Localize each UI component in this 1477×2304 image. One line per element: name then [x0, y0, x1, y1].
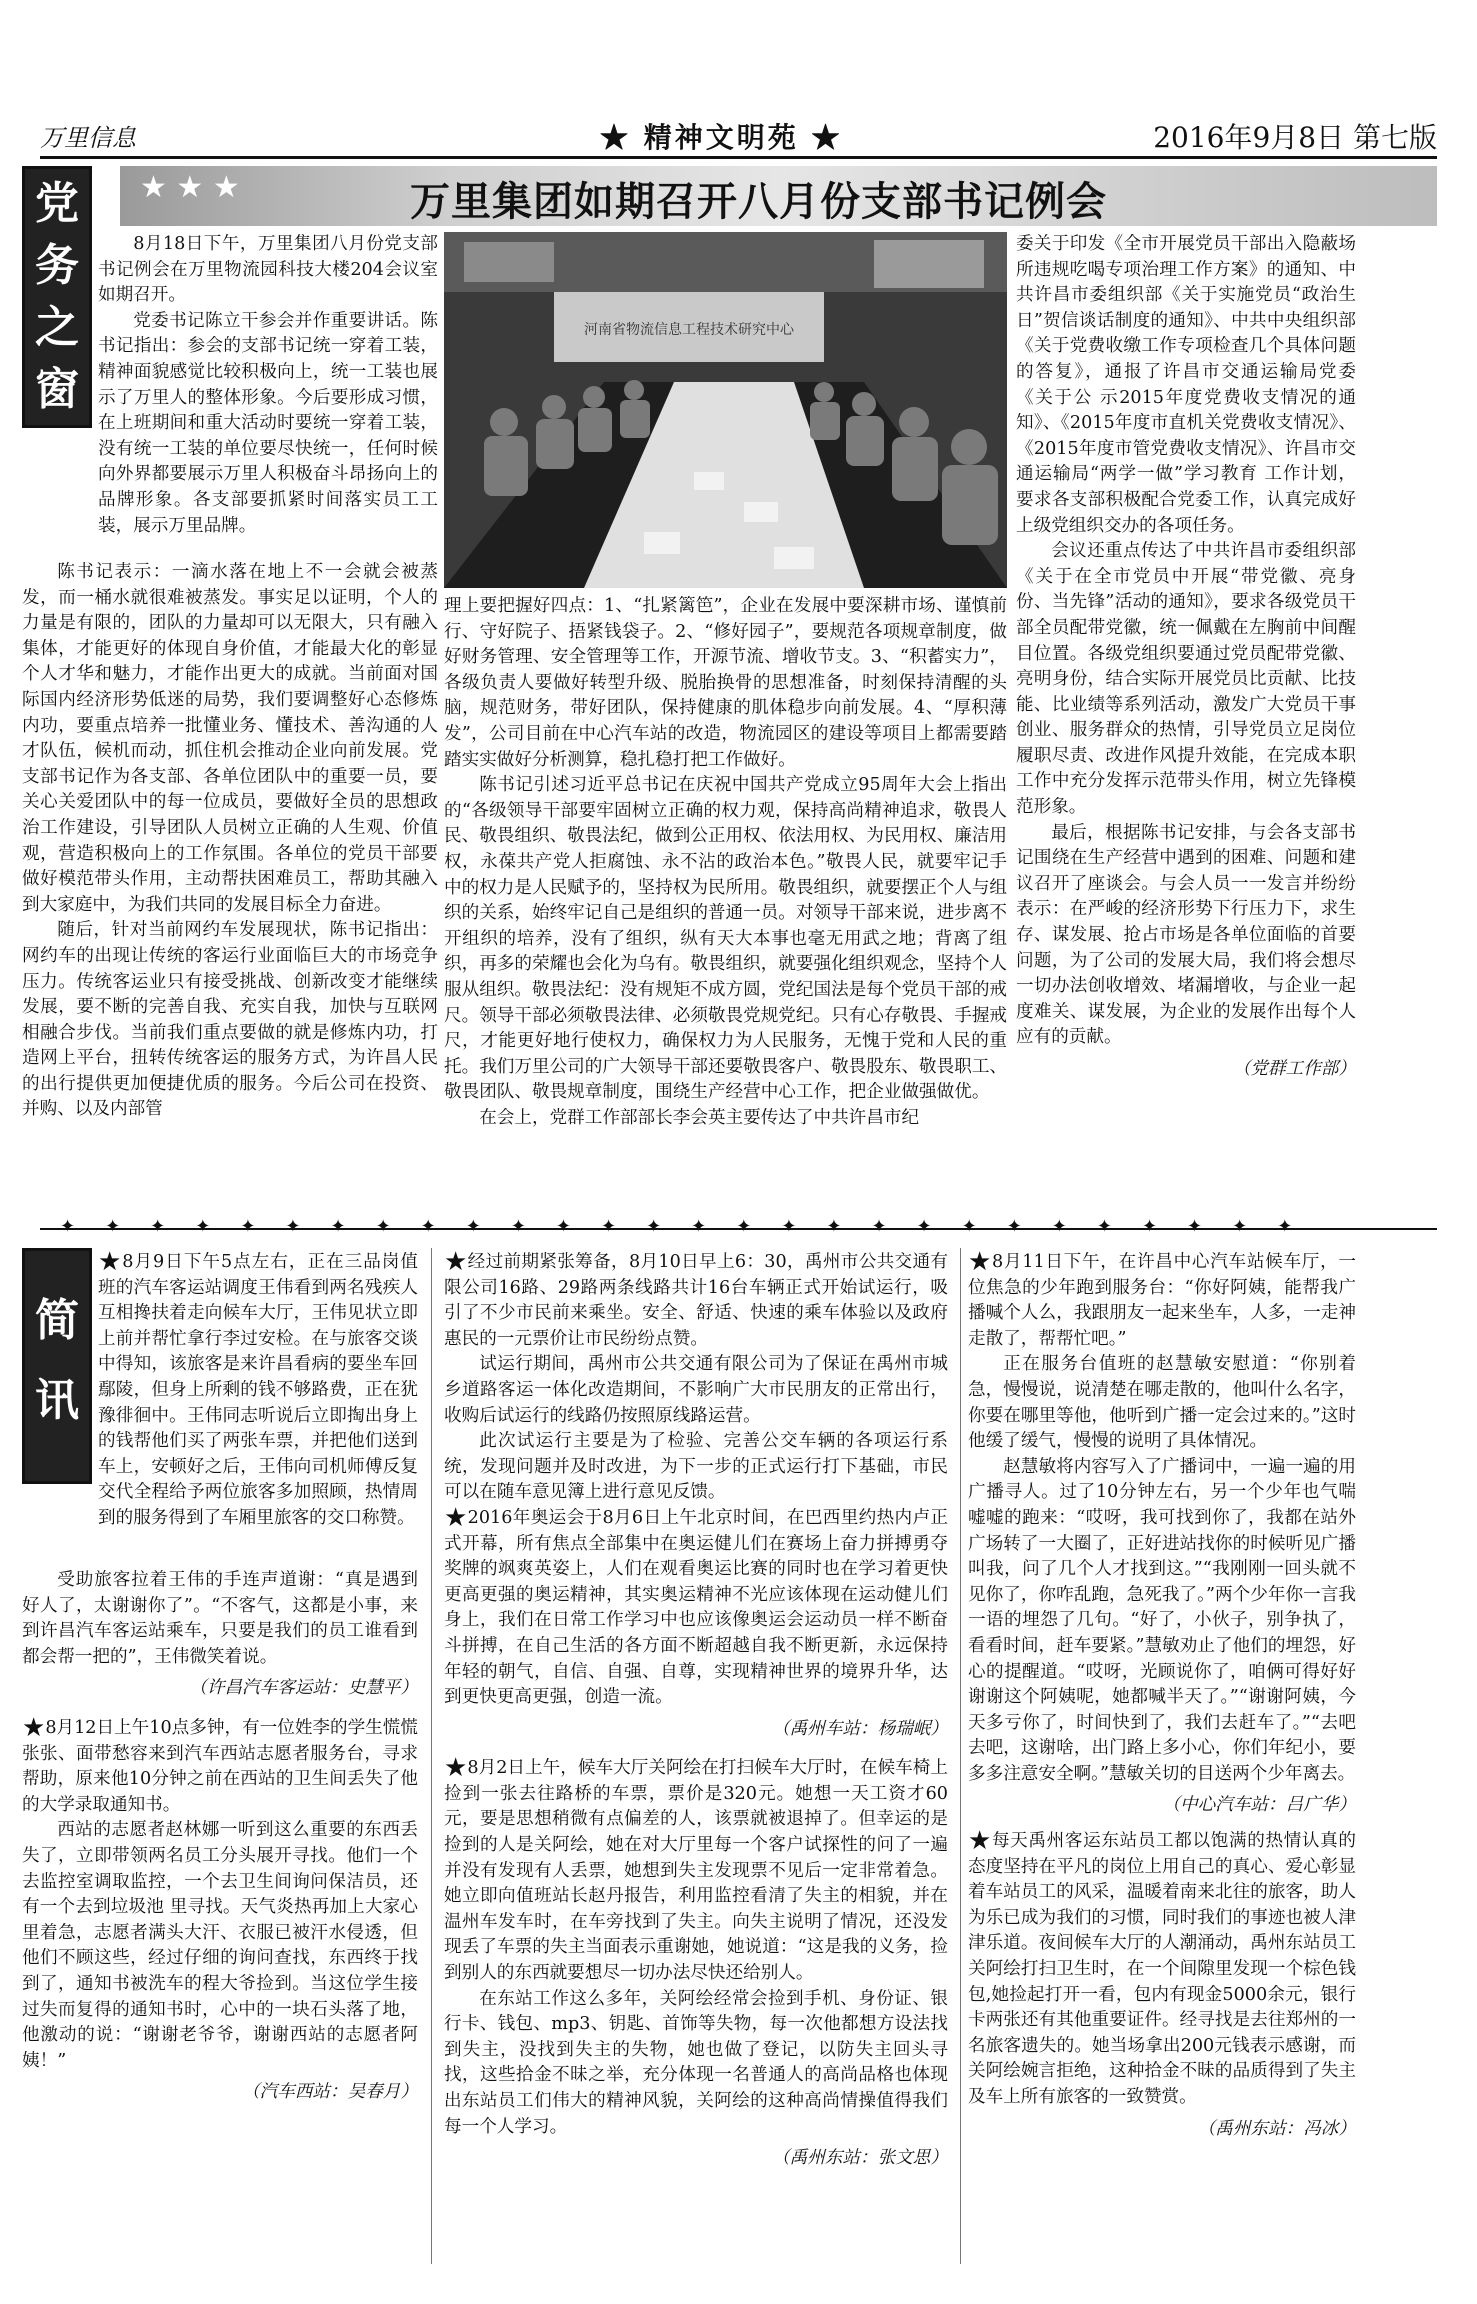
- star-icon: ★: [968, 1826, 992, 1857]
- paragraph: 陈书记引述习近平总书记在庆祝中国共产党成立95周年大会上指出的“各级领导干部要牢固树立正确的权力观，保持高尚精神追求，敬畏人民、敬畏组织、敬畏法纪，做到公正用权、依法用权、为民用权、廉洁用权，永葆共产党人拒腐蚀、永不沾的政治本色。”敬畏人民，就要牢记手中的权力是人民赋予的，坚持权为民所用。敬畏组织，就要摆正个人与组织的关系，始终牢记自己是组织的普通一员。对领导干部来说，进步离不开组织的培养，没有了组织，纵有天大本事也毫无用武之地；背离了组织，再多的荣耀也会化为乌有。敬畏组织，就要强化组织观念，坚持个人服从组织。敬畏法纪：没有规矩不成方圆，党纪国法是每个党员干部的戒尺。领导干部必须敬畏法律、必须敬畏党规党纪。只有心存敬畏、手握戒尺，才能更好地行使权力，确保权力为人民服务，无愧于党和人民的重托。我们万里公司的广大领导干部还要敬畏客户、敬畏股东、敬畏职工、敬畏团队、敬畏规章制度，围绕生产经营中心工作，把企业做强做优。: [444, 775, 1008, 1103]
- meeting-photo-illustration: [444, 232, 1007, 588]
- paragraph: 委关于印发《全市开展党员干部出入隐蔽场所违规吃喝专项治理工作方案》的通知、中共许昌市委组织部《关于实施党员“政治生日”贺信谈话制度的通知》、中共中央组织部《关于党费收缴工作专项检查几个具体问题的答复》，通报了许昌市交通运输局党委《关于公 示2015年度党费收支情况的通知》、《2015年度市直机关党费收支情况》、《2015年度市管党费收支情况》、许昌市交通运输局“两学一做”学习教育 工作计划，要求各支部积极配合党委工作，认真完成好上级党组织交办的各项任务。: [1016, 234, 1356, 536]
- paragraph: [968, 1247, 1356, 1352]
- paragraph: 陈书记表示：一滴水落在地上不一会就会被蒸发，而一桶水就很难被蒸发。事实足以证明，个人的力量是有限的，团队的力量却可以无限大，只有融入集体，才能更好的体现自身价值，才能最大化的彰显个人才华和魅力，才能作出更大的成就。当前面对国际国内经济形势低迷的局势，我们要调整好心态修炼内功，要重点培养一批懂业务、懂技术、善沟通的人才队伍，候机而动，抓住机会推动企业向前发展。党支部书记作为各支部、各单位团队中的重要一员，要关心关爱团队中的每一位成员，要做好全员的思想政治工作建设，引导团队人员树立正确的人生观、价值观，营造积极向上的工作氛围。各单位的党员干部要做好模范带头作用，主动帮扶困难员工，帮助其融入到大家庭中，为我们共同的发展目标全力奋进。: [22, 562, 438, 915]
- paragraph: 受助旅客拉着王伟的手连声道谢：“真是遇到好人了，太谢谢你了”。“不客气，这都是小事，来到许昌汽车客运站乘车，只要是我们的员工谁看到都会帮一把的”，王伟微笑着说。: [22, 1570, 418, 1667]
- brief-col2: [444, 1247, 949, 2172]
- meeting-photo: [444, 232, 1007, 588]
- paragraph: 在东站工作这么多年，关阿绘经常会捡到手机、身份证、银行卡、钱包、mp3、钥匙、首饰等失物，每一次他都想方设法找到失主，没找到失主的失物，她也做了登记，以防失主回头寻找，这些拾金不昧之举，充分体现一名普通人的高尚品格也体现出东站员工们伟大的精神风貌，关阿绘的这种高尚情操值得我们每一个人学习。: [444, 1988, 948, 2137]
- headline-title: 万里集团如期召开八月份支部书记例会: [410, 178, 1107, 225]
- paragraph: 最后，根据陈书记安排，与会各支部书记围绕在生产经营中遇到的困难、问题和建议召开了座谈会。与会人员一一发言并纷纷表示：在严峻的经济形势下行压力下，求生存、谋发展、抢占市场是各单位面临的首要问题，为了公司的发展大局，我们将会想尽一切办法创收增效、堵漏增收，与企业一起度难关、谋发展，为企业的发展作出每个人应有的贡献。: [1016, 822, 1356, 1048]
- paragraph-text: 8月12日上午10点多钟，有一位姓李的学生慌慌张张、面带愁容来到汽车西站志愿者服务台，寻求帮助，原来他10分钟之前在西站的卫生间丢失了他的大学录取通知书。: [22, 1717, 418, 1815]
- masthead: [40, 112, 1437, 159]
- headline-banner: [120, 166, 1437, 226]
- byline: （党群工作部）: [1232, 1059, 1356, 1079]
- star-icon: ★: [98, 1247, 123, 1277]
- paragraph: [968, 1826, 1356, 2111]
- paragraph: 试运行期间，禹州市公共交通有限公司为了保证在禹州市城乡道路客运一体化改造期间，不影响广大市民朋友的正常出行，收购后试运行的线路仍按照原线路运营。: [444, 1354, 948, 1426]
- section-label-party-affairs: [22, 166, 92, 428]
- brief-col1-top: [98, 1247, 418, 1532]
- paragraph: 会议还重点传达了中共许昌市委组织部《关于在全市党员中开展“带党徽、亮身份、当先锋”活动的通知》，要求各级党员干部全员配带党徽，统一佩戴在左胸前中间醒目位置。各级党组织要通过党员配带党徽、亮明身份，结合实际开展党员比贡献、比技能、比业绩等系列活动，激发广大党员干事创业、服务群众的热情，引导党员立足岗位履职尽责、改进作风提升效能，在完成本职工作中充分发挥示范带头作用，树立先锋模范形象。: [1016, 541, 1356, 818]
- divider-ornament: ✦✦✦✦✦✦✦✦✦✦✦✦✦✦✦✦✦✦✦✦✦✦✦✦✦✦✦✦: [60, 1216, 1323, 1237]
- star-icon: ★: [444, 1502, 468, 1533]
- article-col3: [1016, 232, 1356, 1083]
- article-col1-bottom: [22, 560, 438, 1123]
- byline: （汽车西站：吴春月）: [242, 2082, 418, 2103]
- paragraph: [444, 1247, 948, 1352]
- section-label-news-brief: [22, 1248, 92, 1484]
- masthead-paper-name: 万里信息: [40, 124, 136, 152]
- section-divider: [40, 1216, 1437, 1237]
- column-rule: [960, 1248, 961, 2264]
- section-label-char: 党: [35, 178, 79, 229]
- star-icon: ★: [968, 1247, 993, 1277]
- star-icon: ★: [22, 1712, 46, 1743]
- paragraph: [444, 1502, 948, 1711]
- section-label-char: 简: [35, 1295, 79, 1346]
- paragraph: 随后，针对当前网约车发展现状，陈书记指出：网约车的出现让传统的客运行业面临巨大的市场竞争压力。传统客运业只有接受挑战、创新改变才能继续发展，要不断的完善自我、充实自我，加快与互联网相融合步伐。当前我们重点要做的就是修炼内功，打造网上平台，扭转传统客运的服务方式，为许昌人民的出行提供更加便捷优质的服务。今后公司在投资、并购、以及内部管: [22, 920, 438, 1120]
- star-icon: ★: [444, 1247, 468, 1277]
- paragraph-text: 8月2日上午，候车大厅关阿绘在打扫候车大厅时，在候车椅上捡到一张去往路桥的车票，票价是320元。她想一天工资才60元，要是思想稍微有点偏差的人，该票就被退掉了。但幸运的是捡到的人是关阿绘，她在对大厅里每一个客户试探性的问了一遍并没有发现有人丢票，她想到失主发现票不见后一定非常着急。她立即向值班站长赵丹报告，利用监控看清了失主的相貌，并在温州车发车时，在车旁找到了失主。向失主说明了情况，还没发现丢了车票的失主当面表示重谢她，她说道：“这是我的义务，捡到别人的东西就要想尽一切办法尽快还给别人。: [444, 1758, 949, 1984]
- column-rule: [431, 1248, 432, 2264]
- brief-col3: [968, 1247, 1356, 2142]
- article-col1-top: [98, 232, 438, 539]
- paragraph: [22, 1712, 418, 1818]
- section-label-char: 讯: [35, 1375, 79, 1426]
- paragraph-text: 8月11日下午，在许昌中心汽车站候车厅，一位焦急的少年跑到服务台：“你好阿姨，能帮我广播喊个人么，我跟朋友一起来坐车，人多，一走神走散了，帮帮忙吧。”: [968, 1252, 1356, 1349]
- star-icon: ★: [444, 1753, 468, 1784]
- article-col2: [444, 594, 1007, 1131]
- paragraph: 赵慧敏将内容写入了广播词中，一遍一遍的用广播寻人。过了10分钟左右，另一个少年也气喘嘘嘘的跑来：“哎呀，我可找到你了，我都在站外广场转了一大圈了，正好进站找你的时候听见广播叫我，问了几个人才找到这。”“我刚刚一回头就不见你了，你咋乱跑，急死我了。”两个少年你一言我一语的埋怨了几句。“好了，小伙子，别争执了，看看时间，赶车要紧。”慧敏劝止了他们的埋怨，好心的提醒道。“哎呀，光顾说你了，咱俩可得好好谢谢这个阿姨呢，她都喊半天了。”“谢谢阿姨，今天多亏你了，时间快到了，我们去赶车了。”“去吧去吧，这谢啥，出门路上多小心，你们年纪小，要多多注意安全啊。”慧敏关切的目送两个少年离去。: [968, 1456, 1356, 1784]
- section-label-char: 窗: [35, 364, 79, 415]
- paragraph-text: 2016年奥运会于8月6日上午北京时间，在巴西里约热内卢正式开幕，所有焦点全部集中在奥运健儿们在赛场上奋力拼搏勇夺奖牌的飒爽英姿上，人们在观看奥运比赛的同时也在学习着更快更高更强的奥运精神，其实奥运精神不光应该体现在运动健儿们身上，我们在日常工作学习中也应该像奥运会运动员一样不断奋斗拼搏，在自己生活的各方面不断超越自我不断更新，永远保持年轻的朝气，自信、自强、自尊，实现精神世界的境界升华，达到更快更高更强，创造一流。: [444, 1507, 948, 1708]
- paragraph: 此次试运行主要是为了检验、完善公交车辆的各项运行系统，发现问题并及时改进，为下一步的正式运行打下基础，市民可以在随车意见簿上进行意见反馈。: [444, 1431, 948, 1503]
- masthead-date-page: 2016年9月8日 第七版: [1153, 121, 1437, 154]
- paragraph: 8月18日下午，万里集团八月份党支部书记例会在万里物流园科技大楼204会议室如期召开。: [98, 234, 438, 306]
- paragraph-text: 经过前期紧张筹备，8月10日早上6：30，禹州市公共交通有限公司16路、29路两条线路共计16台车辆正式开始试运行，吸引了不少市民前来乘坐。安全、舒适、快速的乘车体验以及政府惠民的一元票价让市民纷纷点赞。: [444, 1252, 948, 1349]
- flag-stars-decoration: ★ ★ ★: [140, 170, 240, 205]
- paragraph: 在会上，党群工作部部长李会英主要传达了中共许昌市纪: [479, 1107, 920, 1128]
- paragraph: [444, 1753, 949, 1986]
- paragraph: 党委书记陈立干参会并作重要讲话。陈书记指出：参会的支部书记统一穿着工装，精神面貌感觉比较积极向上，统一工装也展示了万里人的整体形象。今后要形成习惯，在上班期间和重大活动时要统一穿着工装，没有统一工装的单位要尽快统一，任何时候向外界都要展示万里人积极奋斗昂扬向上的品牌形象。各支部要抓紧时间落实员工工装，展示万里品牌。: [98, 310, 438, 536]
- paragraph-text: 每天禹州客运东站员工都以饱满的热情认真的态度坚持在平凡的岗位上用自己的真心、爱心彰显着车站员工的风采，温暖着南来北往的旅客，助人为乐已成为我们的习惯，同时我们的事迹也被人津津乐道。夜间候车大厅的人潮涌动，禹州东站员工关阿绘打扫卫生时，在一个间隙里发现一个棕色钱包,她捡起打开一看，包内有现金5000余元，银行卡两张还有其他重要证件。经寻找是去往郑州的一名旅客遗失的。她当场拿出200元钱表示感谢，而关阿绘婉言拒绝，这种拾金不昧的品质得到了失主及车上所有旅客的一致赞赏。: [968, 1831, 1356, 2107]
- byline: （中心汽车站：吕广华）: [1162, 1795, 1356, 1816]
- byline: （禹州车站：杨瑞岷）: [772, 1718, 948, 1739]
- byline: （禹州东站：张文思）: [772, 2148, 948, 2169]
- byline: （许昌汽车客运站：史慧平）: [189, 1678, 418, 1699]
- section-label-char: 务: [35, 240, 79, 291]
- paragraph-text: 8月9日下午5点左右，正在三品岗值班的汽车客运站调度王伟看到两名残疾人互相搀扶着走向候车大厅，王伟见状立即上前并帮忙拿行李过安检。在与旅客交谈中得知，该旅客是来许昌看病的要坐车回鄢陵，但身上所剩的钱不够路费，正在犹豫徘徊中。王伟同志听说后立即掏出身上的钱帮他们买了两张车票，并把他们送到车上，安顿好之后，王伟向司机师傅反复交代全程给予两位旅客多加照顾，热情周到的服务得到了车厢里旅客的交口称赞。: [98, 1252, 418, 1528]
- byline: （禹州东站：冯冰）: [1197, 2118, 1356, 2139]
- backdrop-sign-text: 河南省物流信息工程技术研究中心: [584, 322, 794, 338]
- masthead-column-title: ★ 精神文明苑 ★: [600, 121, 843, 154]
- brief-col1-bottom: [22, 1568, 418, 2106]
- section-label-char: 之: [35, 302, 79, 353]
- paragraph: 西站的志愿者赵林娜一听到这么重要的东西丢失了，立即带领两名员工分头展开寻找。他们一个去监控室调取监控，一个去卫生间询问保洁员，还有一个去到垃圾池 里寻找。天气炎热再加上大家心里着急，志愿者满头大汗、衣服已被汗水侵透，但他们不顾这些，经过仔细的询问查找，东西终于找到了，通知书被洗车的程大爷捡到。当这位学生接过失而复得的通知书时，心中的一块石头落了地，他激动的说：“谢谢老爷爷，谢谢西站的志愿者阿姨！”: [22, 1820, 418, 2071]
- paragraph: 正在服务台值班的赵慧敏安慰道：“你别着急，慢慢说，说清楚在哪走散的，他叫什么名字，你要在哪里等他，他听到广播一定会过来的。”这时他缓了缓气，慢慢的说明了具体情况。: [968, 1354, 1356, 1452]
- paragraph: [98, 1247, 418, 1532]
- paragraph: 理上要把握好四点：1、“扎紧篱笆”，企业在发展中要深耕市场、谨慎前行、守好院子、捂紧钱袋子。2、“修好园子”，要规范各项规章制度，做好财务管理、安全管理等工作，开源节流、增收节支。3、“积蓄实力”，各级负责人要做好转型升级、脱胎换骨的思想准备，时刻保持清醒的头脑，规范财务，带好团队，保持健康的肌体稳步向前发展。4、“厚积薄发”，公司目前在中心汽车站的改造，物流园区的建设等项目上都需要踏踏实实做好分析测算，稳扎稳打把工作做好。: [444, 596, 1007, 770]
